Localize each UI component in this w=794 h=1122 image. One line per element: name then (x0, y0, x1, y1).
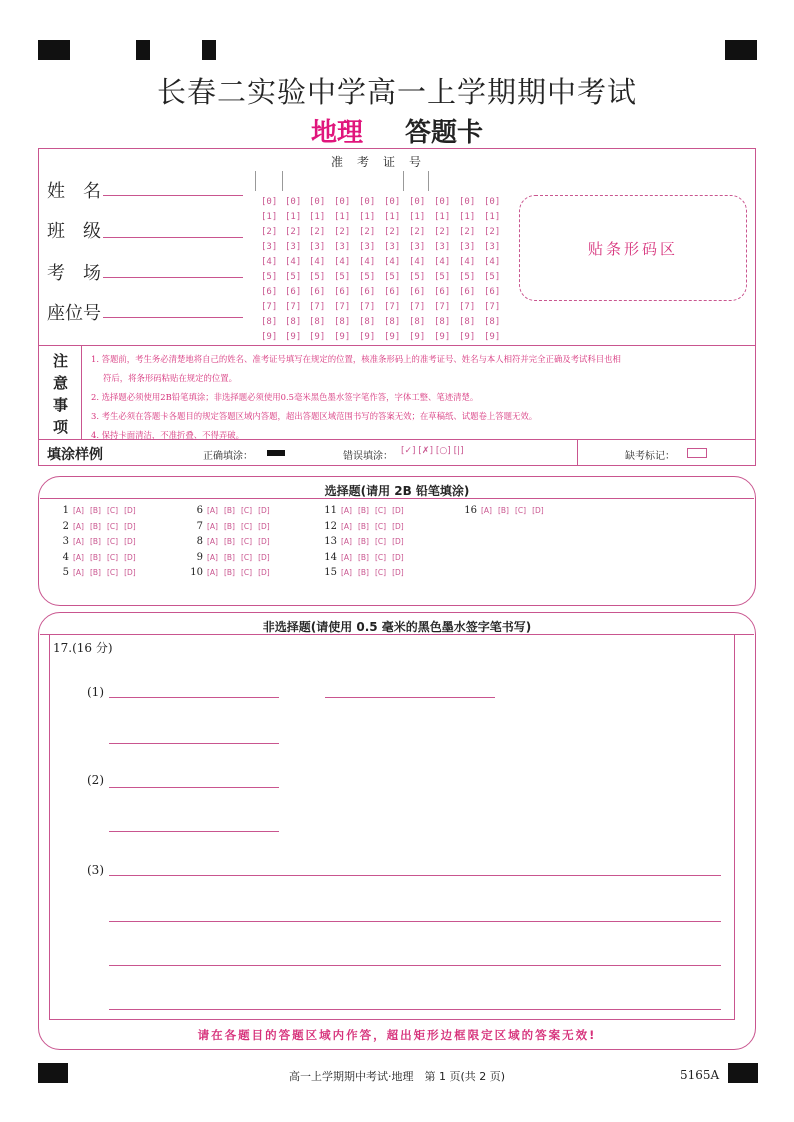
choice-option-bubble[interactable]: [C] (106, 552, 119, 562)
digit-bubble[interactable]: [7] (434, 302, 451, 312)
digit-bubble[interactable]: [1] (261, 212, 278, 222)
notice-item: 符后，将条形码粘贴在规定的位置。 (103, 373, 237, 383)
nonchoice-section (38, 612, 756, 1050)
correct-fill-label: 正确填涂： (203, 451, 253, 462)
digit-bubble[interactable]: [7] (309, 302, 326, 312)
choice-option-bubble[interactable]: [D] (392, 568, 404, 577)
choice-option-bubble[interactable]: [A] (341, 537, 352, 546)
choice-option-bubble[interactable]: [D] (532, 506, 544, 515)
choice-option-bubble[interactable]: [C] (374, 506, 387, 515)
choice-option-bubble[interactable]: [C] (106, 521, 119, 531)
choice-question-row (187, 552, 276, 563)
choice-question-row (321, 567, 410, 578)
seat-field[interactable] (103, 317, 243, 318)
digit-bubble[interactable]: [4] (484, 257, 501, 267)
digit-bubble[interactable]: [8] (434, 317, 451, 327)
choice-question-number: 9 (196, 551, 203, 563)
choice-option-bubble[interactable]: [D] (392, 552, 404, 562)
notice-section (39, 345, 755, 440)
digit-bubble[interactable]: [5] (434, 272, 451, 282)
timing-mark (202, 40, 216, 60)
exam-id-digit-column (434, 195, 450, 345)
digit-bubble[interactable]: [9] (309, 332, 326, 342)
choice-option-bubble[interactable]: [C] (374, 521, 387, 531)
digit-bubble[interactable]: [7] (409, 302, 426, 312)
digit-bubble[interactable]: [1] (484, 212, 501, 222)
choice-option-bubble[interactable]: [C] (374, 552, 387, 562)
answer-frame (49, 635, 735, 1020)
digit-bubble[interactable]: [1] (459, 212, 476, 222)
digit-bubble[interactable]: [5] (384, 272, 401, 282)
choice-question-number: 11 (324, 505, 337, 516)
digit-bubble[interactable]: [0] (484, 197, 501, 207)
choice-question-number: 10 (190, 567, 203, 578)
digit-bubble[interactable]: [6] (484, 287, 501, 297)
digit-bubble[interactable]: [4] (359, 257, 376, 267)
digit-bubble[interactable]: [0] (459, 197, 476, 207)
class-label: 班 级 (47, 221, 101, 242)
digit-bubble[interactable]: [2] (261, 227, 278, 237)
notice-item: 1. 答题前，考生务必清楚地将自己的姓名、准考证号填写在规定的位置，核准条形码上的准考证号、姓名与本人相符并完全正确及考试科目也相 (91, 354, 621, 364)
digit-bubble[interactable]: [2] (484, 227, 501, 237)
digit-bubble[interactable]: [3] (261, 242, 278, 252)
digit-bubble[interactable]: [2] (409, 227, 426, 237)
digit-bubble[interactable]: [8] (334, 317, 351, 327)
digit-bubble[interactable]: [1] (285, 212, 302, 222)
choice-question-number: 16 (464, 505, 477, 516)
digit-bubble[interactable]: [7] (285, 302, 302, 312)
choice-option-bubble[interactable]: [B] (357, 552, 369, 562)
digit-bubble[interactable]: [0] (309, 197, 326, 207)
choice-option-bubble[interactable]: [B] (357, 568, 369, 577)
choice-question-row (321, 536, 410, 547)
choice-question-row (53, 567, 142, 578)
digit-bubble[interactable]: [2] (359, 227, 376, 237)
digit-bubble[interactable]: [0] (285, 197, 302, 207)
choice-option-bubble[interactable]: [B] (223, 568, 235, 577)
choice-question-number: 5 (62, 567, 69, 578)
choice-option-bubble[interactable]: [A] (73, 537, 84, 546)
choice-question-number: 15 (324, 567, 337, 578)
choice-question-row (187, 536, 276, 547)
choice-option-bubble[interactable]: [C] (374, 537, 387, 546)
divider (577, 440, 578, 466)
choice-option-bubble[interactable]: [B] (89, 506, 101, 515)
digit-bubble[interactable]: [6] (459, 287, 476, 297)
choice-option-bubble[interactable]: [B] (223, 537, 235, 546)
choice-option-bubble[interactable]: [D] (392, 537, 404, 546)
part-2-label: (2) (87, 773, 104, 787)
choice-question-row (187, 567, 276, 578)
exam-id-digit-column (484, 195, 500, 345)
choice-option-bubble[interactable]: [C] (240, 506, 253, 515)
digit-bubble[interactable]: [4] (459, 257, 476, 267)
choice-option-bubble[interactable]: [B] (223, 552, 235, 562)
digit-bubble[interactable]: [8] (409, 317, 426, 327)
name-field[interactable] (103, 195, 243, 196)
digit-bubble[interactable]: [4] (261, 257, 278, 267)
choice-question-number: 12 (324, 520, 337, 532)
exam-id-digit-column (384, 195, 400, 345)
digit-bubble[interactable]: [9] (334, 332, 351, 342)
exam-title: 长春二实验中学高一上学期期中考试 (156, 75, 637, 109)
digit-bubble[interactable]: [6] (309, 287, 326, 297)
choice-option-bubble[interactable]: [D] (392, 506, 404, 515)
digit-bubble[interactable]: [4] (384, 257, 401, 267)
digit-bubble[interactable]: [8] (309, 317, 326, 327)
choice-option-bubble[interactable]: [B] (357, 537, 369, 546)
digit-bubble[interactable]: [4] (434, 257, 451, 267)
notice-label: 注 意 事 项 (39, 346, 82, 440)
timing-mark (38, 40, 70, 60)
digit-bubble[interactable]: [1] (309, 212, 326, 222)
timing-mark (725, 40, 757, 60)
seat-label: 座位号 (47, 303, 101, 324)
choice-option-bubble[interactable]: [B] (89, 568, 101, 577)
digit-bubble[interactable]: [1] (434, 212, 451, 222)
digit-bubble[interactable]: [2] (384, 227, 401, 237)
digit-bubble[interactable]: [9] (434, 332, 451, 342)
answer-line[interactable] (325, 697, 495, 698)
digit-bubble[interactable]: [2] (285, 227, 302, 237)
digit-bubble[interactable]: [1] (334, 212, 351, 222)
choice-option-bubble[interactable]: [B] (357, 506, 369, 515)
answer-line[interactable] (109, 1009, 721, 1010)
digit-bubble[interactable]: [6] (409, 287, 426, 297)
choice-option-bubble[interactable]: [D] (258, 552, 270, 562)
digit-bubble[interactable]: [0] (434, 197, 451, 207)
choice-option-bubble[interactable]: [A] (207, 537, 218, 546)
digit-bubble[interactable]: [8] (359, 317, 376, 327)
digit-bubble[interactable]: [0] (359, 197, 376, 207)
digit-bubble[interactable]: [8] (261, 317, 278, 327)
digit-bubble[interactable]: [0] (334, 197, 351, 207)
exam-id-writebox[interactable] (255, 171, 283, 191)
digit-bubble[interactable]: [4] (409, 257, 426, 267)
digit-bubble[interactable]: [4] (334, 257, 351, 267)
exam-id-digit-column (459, 195, 475, 345)
choice-option-bubble[interactable]: [B] (357, 521, 369, 531)
choice-question-number: 2 (62, 520, 69, 532)
digit-bubble[interactable]: [3] (334, 242, 351, 252)
timing-mark (136, 40, 150, 60)
choice-option-bubble[interactable]: [D] (124, 506, 136, 515)
digit-bubble[interactable]: [5] (484, 272, 501, 282)
choice-question-number: 3 (62, 536, 69, 547)
digit-bubble[interactable]: [6] (359, 287, 376, 297)
barcode-area (519, 195, 747, 301)
exam-id-digit-column (285, 195, 301, 345)
digit-bubble[interactable]: [9] (285, 332, 302, 342)
choice-option-bubble[interactable]: [A] (341, 506, 352, 515)
answer-line[interactable] (109, 875, 721, 876)
answer-line[interactable] (109, 743, 279, 744)
choice-option-bubble[interactable]: [A] (207, 506, 218, 515)
digit-bubble[interactable]: [8] (484, 317, 501, 327)
digit-bubble[interactable]: [5] (261, 272, 278, 282)
card-subtitle (0, 112, 794, 149)
notice-items (91, 350, 751, 445)
choice-question-number: 13 (324, 536, 337, 547)
name-label: 姓 名 (47, 181, 101, 202)
choice-question-number: 1 (62, 505, 69, 516)
digit-bubble[interactable]: [3] (359, 242, 376, 252)
choice-question-row (187, 505, 276, 516)
notice-item: 4. 保持卡面清洁，不准折叠、不得弄破。 (91, 430, 245, 440)
digit-bubble[interactable]: [3] (285, 242, 302, 252)
choice-question-number: 4 (62, 551, 69, 563)
question-17-label: 17.(16 分) (53, 641, 113, 655)
room-label: 考 场 (47, 263, 101, 284)
choice-question-row (321, 552, 410, 563)
choice-option-bubble[interactable]: [A] (207, 568, 218, 577)
digit-bubble[interactable]: [0] (384, 197, 401, 207)
digit-bubble[interactable]: [5] (459, 272, 476, 282)
digit-bubble[interactable]: [2] (309, 227, 326, 237)
digit-bubble[interactable]: [7] (359, 302, 376, 312)
digit-bubble[interactable]: [7] (384, 302, 401, 312)
digit-bubble[interactable]: [3] (309, 242, 326, 252)
choice-option-bubble[interactable]: [C] (106, 568, 119, 577)
room-field[interactable] (103, 277, 243, 278)
choice-option-bubble[interactable]: [A] (341, 552, 352, 562)
choice-option-bubble[interactable]: [A] (341, 521, 352, 531)
choice-option-bubble[interactable]: [D] (124, 568, 136, 577)
wrong-fill-sample: [✓] [✗] [○] [|] (401, 446, 464, 456)
digit-bubble[interactable]: [4] (285, 257, 302, 267)
digit-bubble[interactable]: [9] (261, 332, 278, 342)
digit-bubble[interactable]: [9] (484, 332, 501, 342)
digit-bubble[interactable]: [5] (409, 272, 426, 282)
digit-bubble[interactable]: [8] (384, 317, 401, 327)
notice-item: 2. 选择题必须使用2B铅笔填涂；非选择题必须使用0.5毫米黑色墨水签字笔作答，字体工整、笔迹清楚。 (91, 392, 479, 402)
exam-id-digit-column (334, 195, 350, 345)
exam-id-digit-column (309, 195, 325, 345)
choice-option-bubble[interactable]: [C] (240, 537, 253, 546)
part-3-label: (3) (87, 863, 104, 877)
digit-bubble[interactable]: [3] (459, 242, 476, 252)
student-info-box (38, 148, 756, 466)
choice-option-bubble[interactable]: [A] (73, 568, 84, 577)
digit-bubble[interactable]: [2] (459, 227, 476, 237)
exam-id-label: 准考证号 (331, 155, 436, 169)
answer-line[interactable] (109, 697, 279, 698)
digit-bubble[interactable]: [6] (434, 287, 451, 297)
choice-option-bubble[interactable]: [C] (374, 568, 387, 577)
digit-bubble[interactable]: [5] (285, 272, 302, 282)
choice-option-bubble[interactable]: [B] (223, 506, 235, 515)
digit-bubble[interactable]: [6] (261, 287, 278, 297)
choice-option-bubble[interactable]: [A] (207, 552, 218, 562)
choice-question-number: 8 (196, 536, 203, 547)
choice-question-row (53, 536, 142, 547)
digit-bubble[interactable]: [2] (434, 227, 451, 237)
digit-bubble[interactable]: [3] (484, 242, 501, 252)
choice-option-bubble[interactable]: [B] (223, 521, 235, 531)
choice-title: 选择题(请用 2B 铅笔填涂) (324, 484, 470, 498)
boundary-warning: 请在各题目的答题区域内作答，超出矩形边框限定区域的答案无效! (197, 1028, 597, 1042)
absent-mark-label: 缺考标记： (625, 451, 675, 462)
choice-option-bubble[interactable]: [B] (497, 506, 509, 515)
choice-section (38, 476, 756, 606)
exam-id-digit-column (409, 195, 425, 345)
absent-mark-box[interactable] (687, 448, 707, 458)
part-1-label: (1) (87, 685, 104, 699)
choice-option-bubble[interactable]: [C] (240, 521, 253, 531)
choice-question-row (321, 505, 410, 516)
page-footer: 高一上学期期中考试·地理 第 1 页(共 2 页) (288, 1070, 506, 1083)
answer-line[interactable] (109, 921, 721, 922)
digit-bubble[interactable]: [7] (334, 302, 351, 312)
choice-option-bubble[interactable]: [D] (258, 506, 270, 515)
exam-id-digit-column (261, 195, 277, 345)
digit-bubble[interactable]: [9] (359, 332, 376, 342)
digit-bubble[interactable]: [9] (409, 332, 426, 342)
choice-question-row (321, 521, 410, 532)
digit-bubble[interactable]: [0] (261, 197, 278, 207)
digit-bubble[interactable]: [1] (384, 212, 401, 222)
choice-question-row (187, 521, 276, 532)
choice-question-row (53, 505, 142, 516)
exam-id-writebox[interactable] (403, 171, 429, 191)
choice-option-bubble[interactable]: [C] (240, 552, 253, 562)
digit-bubble[interactable]: [7] (459, 302, 476, 312)
correct-fill-sample (267, 450, 285, 456)
digit-bubble[interactable]: [6] (285, 287, 302, 297)
choice-option-bubble[interactable]: [C] (514, 506, 527, 515)
digit-bubble[interactable]: [7] (484, 302, 501, 312)
choice-option-bubble[interactable]: [A] (481, 506, 492, 515)
choice-option-bubble[interactable]: [A] (341, 568, 352, 577)
fill-sample-row (39, 439, 755, 466)
digit-bubble[interactable]: [4] (309, 257, 326, 267)
choice-question-row (53, 521, 142, 532)
fill-sample-label: 填涂样例 (47, 447, 103, 463)
choice-option-bubble[interactable]: [D] (124, 537, 136, 546)
choice-option-bubble[interactable]: [D] (258, 568, 270, 577)
choice-option-bubble[interactable]: [B] (89, 537, 101, 546)
choice-option-bubble[interactable]: [D] (258, 521, 270, 531)
digit-bubble[interactable]: [9] (384, 332, 401, 342)
choice-option-bubble[interactable]: [D] (392, 521, 404, 531)
digit-bubble[interactable]: [3] (434, 242, 451, 252)
digit-bubble[interactable]: [6] (334, 287, 351, 297)
digit-bubble[interactable]: [0] (409, 197, 426, 207)
digit-bubble[interactable]: [5] (359, 272, 376, 282)
choice-option-bubble[interactable]: [B] (89, 552, 101, 562)
choice-option-bubble[interactable]: [A] (73, 521, 84, 531)
digit-bubble[interactable]: [1] (359, 212, 376, 222)
choice-option-bubble[interactable]: [B] (89, 521, 101, 531)
choice-option-bubble[interactable]: [A] (207, 521, 218, 531)
digit-bubble[interactable]: [2] (334, 227, 351, 237)
choice-question-number: 6 (196, 505, 203, 516)
notice-item: 3. 考生必须在答题卡各题目的规定答题区域内答题，超出答题区域范围书写的答案无效；在草稿纸、试题卷上答题无效。 (91, 411, 538, 421)
choice-question-number: 14 (324, 551, 337, 563)
digit-bubble[interactable]: [5] (334, 272, 351, 282)
choice-option-bubble[interactable]: [C] (106, 506, 119, 515)
choice-question-row (461, 505, 550, 516)
digit-bubble[interactable]: [7] (261, 302, 278, 312)
choice-option-bubble[interactable]: [D] (258, 537, 270, 546)
digit-bubble[interactable]: [3] (384, 242, 401, 252)
digit-bubble[interactable]: [1] (409, 212, 426, 222)
subject-label: 地理 (310, 118, 363, 148)
barcode-label: 贴条形码区 (587, 240, 678, 258)
choice-option-bubble[interactable]: [C] (106, 537, 119, 546)
answer-line[interactable] (109, 787, 279, 788)
answer-line[interactable] (109, 965, 721, 966)
class-field[interactable] (103, 237, 243, 238)
choice-question-row (53, 552, 142, 563)
wrong-fill-label: 错误填涂： (343, 451, 393, 462)
digit-bubble[interactable]: [9] (459, 332, 476, 342)
card-name: 答题卡 (405, 118, 484, 148)
nonchoice-title: 非选择题(请使用 0.5 毫米的黑色墨水签字笔书写) (262, 620, 532, 634)
digit-bubble[interactable]: [6] (384, 287, 401, 297)
digit-bubble[interactable]: [3] (409, 242, 426, 252)
choice-option-bubble[interactable]: [A] (73, 552, 84, 562)
digit-bubble[interactable]: [5] (309, 272, 326, 282)
choice-option-bubble[interactable]: [D] (124, 521, 136, 531)
form-code: 5165A (680, 1068, 720, 1082)
digit-bubble[interactable]: [8] (285, 317, 302, 327)
choice-option-bubble[interactable]: [D] (124, 552, 136, 562)
answer-line[interactable] (109, 831, 279, 832)
digit-bubble[interactable]: [8] (459, 317, 476, 327)
choice-option-bubble[interactable]: [C] (240, 568, 253, 577)
choice-question-number: 7 (196, 520, 203, 532)
exam-id-digit-column (359, 195, 375, 345)
choice-option-bubble[interactable]: [A] (73, 506, 84, 515)
